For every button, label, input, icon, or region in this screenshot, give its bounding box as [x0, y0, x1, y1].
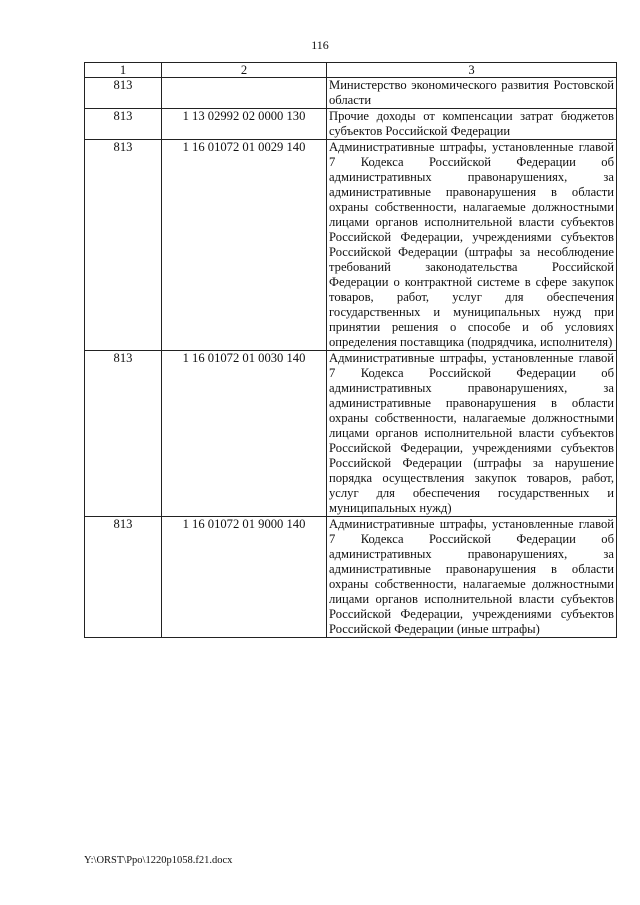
- revenue-name-cell: [327, 78, 617, 109]
- admin-code-cell: 813: [85, 109, 162, 140]
- kbk-cell: [162, 78, 327, 109]
- header-col-3: 3: [327, 63, 617, 78]
- admin-code-cell: 813: [85, 78, 162, 109]
- admin-code-cell: 813: [85, 517, 162, 638]
- header-col-2: 2: [162, 63, 327, 78]
- table-row: [85, 517, 617, 638]
- admin-code-cell: 813: [85, 351, 162, 517]
- table-row: [85, 109, 617, 140]
- revenue-name-text: Административные штрафы, установленные главой 7 Кодекса Российской Федерации об административных правонарушениях, за административные правонарушения в области охраны собственности, налагаемые должностными лицами органов исполнительной власти субъектов Российской Федерации, учреждениями субъектов Российской Федерации (иные штрафы): [329, 517, 614, 636]
- document-file-path: Y:\ORST\Ppo\1220p1058.f21.docx: [84, 855, 233, 866]
- revenue-name-text: Министерство экономического развития Ростовской области: [329, 78, 614, 107]
- table-row: [85, 351, 617, 517]
- table-row: [85, 140, 617, 351]
- revenue-name-cell: [327, 517, 617, 638]
- revenue-name-text: Административные штрафы, установленные главой 7 Кодекса Российской Федерации об административных правонарушениях, за административные правонарушения в области охраны собственности, налагаемые должностными лицами органов исполнительной власти субъектов Российской Федерации, учреждениями субъектов Российской Федерации (штрафы за нарушение порядка осуществления закупок товаров, работ, услуг для обеспечения государственных и муниципальных нужд): [329, 351, 614, 515]
- page-number: 116: [311, 38, 329, 52]
- kbk-cell: 1 16 01072 01 0030 140: [162, 351, 327, 517]
- table-header-row: [85, 63, 617, 78]
- kbk-cell: 1 16 01072 01 0029 140: [162, 140, 327, 351]
- revenue-name-cell: [327, 109, 617, 140]
- kbk-cell: 1 16 01072 01 9000 140: [162, 517, 327, 638]
- header-col-1: 1: [85, 63, 162, 78]
- revenue-name-text: Административные штрафы, установленные главой 7 Кодекса Российской Федерации об административных правонарушениях, за административные правонарушения в области охраны собственности, налагаемые должностными лицами органов исполнительной власти субъектов Российской Федерации, учреждениями субъектов Российской Федерации (штрафы за несоблюдение требований законодательства Российской Федерации о контрактной системе в сфере закупок товаров, работ, услуг для обеспечения государственных и муниципальных нужд при принятии решения о способе и об условиях определения поставщика (подрядчика, исполнителя): [329, 140, 614, 349]
- admin-code-cell: 813: [85, 140, 162, 351]
- kbk-cell: 1 13 02992 02 0000 130: [162, 109, 327, 140]
- revenue-codes-table: [84, 62, 617, 638]
- revenue-name-cell: [327, 140, 617, 351]
- revenue-name-cell: [327, 351, 617, 517]
- revenue-name-text: Прочие доходы от компенсации затрат бюджетов субъектов Российской Федерации: [329, 109, 614, 138]
- table-row: [85, 78, 617, 109]
